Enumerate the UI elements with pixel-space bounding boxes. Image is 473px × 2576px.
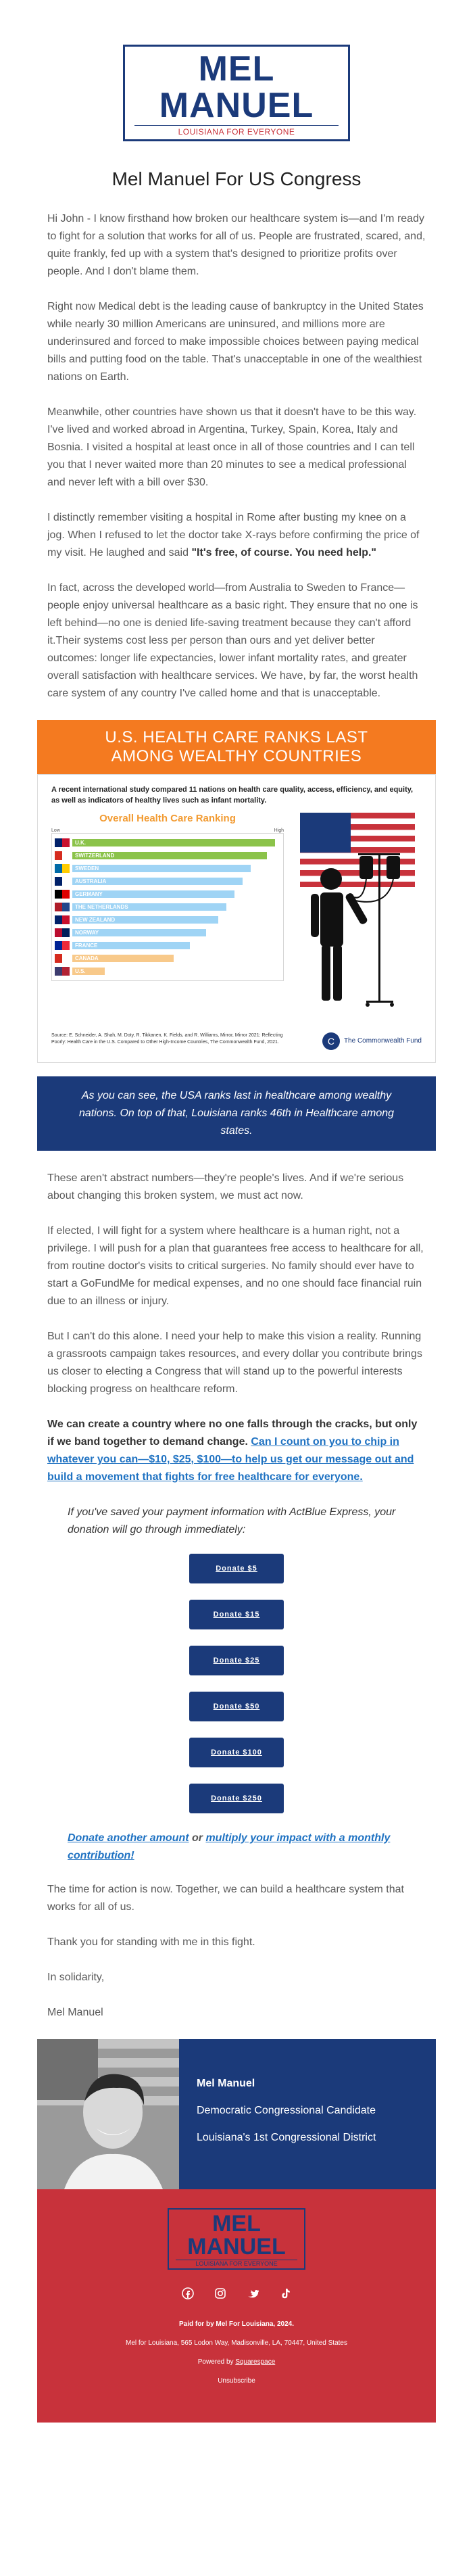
bar: SWITZERLAND [72, 852, 267, 859]
social-links [37, 2287, 436, 2299]
chart-source: Source: E. Schneider, A. Shah, M. Doty, R. Tikkanen, K. Fields, and R. Williams, Mirror, Mirror 2021: Reflecting Poorly: Health Care in the U.S. Compared to Other High-Income Countries, The Commonwealth Fund, 2021. [51, 1033, 283, 1045]
actblue-note: If you've saved your payment information with ActBlue Express, your donation will go through immediately: [68, 1506, 396, 1535]
graphic-heading [37, 720, 436, 774]
country-flag-icon [55, 864, 70, 873]
more-or: or [189, 1832, 206, 1844]
paragraph-8: But I can't do this alone. I need your help to make this vision a reality. Running a grassroots campaign takes resources, and every dollar you contribute brings us closer to electing a Congress that will stand up to the powerful interests blocking progress on healthcare reform. [47, 1331, 422, 1395]
letter-body [0, 210, 473, 702]
email [0, 45, 473, 2423]
page-title: Mel Manuel For US Congress [111, 168, 362, 189]
unsubscribe-link[interactable]: Unsubscribe [218, 2377, 255, 2385]
bar: GERMANY [72, 890, 234, 898]
flag-and-patient-illustration [293, 813, 422, 1022]
axis-high: High [274, 828, 284, 833]
chart-card [37, 774, 436, 1063]
chart-title: Overall Health Care Ranking [99, 813, 236, 824]
footer-address: Mel for Louisiana, 565 Lodon Way, Madisonville, LA, 70447, United States [126, 2339, 347, 2347]
paragraph-4-quote: "It's free, of course. You need help." [191, 547, 377, 558]
signature-block [37, 2039, 436, 2189]
facebook-icon[interactable] [182, 2287, 194, 2299]
bar: CANADA [72, 955, 174, 962]
health-ranking-graphic [37, 720, 436, 1063]
footer-logo-name: MEL MANUEL [187, 2211, 286, 2260]
instagram-icon[interactable] [214, 2287, 226, 2299]
footer-logo [168, 2208, 305, 2270]
logo-name: MEL MANUEL [159, 49, 314, 125]
donate-button[interactable]: Donate $50 [189, 1692, 284, 1721]
country-flag-icon [55, 903, 70, 911]
bar-row [52, 888, 283, 901]
chart-intro: A recent international study compared 11 nations on health care quality, access, efficiency, and equity, as well as indicators of healthy lives such as infant mortality. [51, 786, 414, 805]
candidate-info [179, 2039, 376, 2189]
tiktok-icon[interactable] [279, 2287, 291, 2299]
bar: AUSTRALIA [72, 878, 243, 885]
country-flag-icon [55, 967, 70, 976]
paragraph-4-text: I distinctly remember visiting a hospital in Rome after busting my knee on a jog. When I refused to let the doctor take X-rays before confirming the price of my visit. He laughed and said [47, 512, 420, 558]
bar: NORWAY [72, 929, 206, 936]
bar-row [52, 901, 283, 913]
twitter-icon[interactable] [247, 2287, 259, 2299]
paragraph-5: In fact, across the developed world—from Australia to Sweden to France—people enjoy universal healthcare as a basic right. They ensure that no one is left behind—no one is denied life-saving treatment because they can't afford it.Their systems cost less per person than ours and yet deliver better outcomes: longer life expectancies, lower infant mortality rates, and greater overall satisfaction with healthcare services. We have, by far, the worst health care system of any country I've called home and that is unacceptable. [47, 582, 418, 699]
paragraph-7: If elected, I will fight for a system where healthcare is a human right, not a privilege. I will push for a plan that guarantees free access to healthcare for all, from routine doctor's visits to critical surgeries. No family should ever have to start a GoFundMe for medical expenses, and no one should face financial ruin due to an illness or injury. [47, 1225, 424, 1307]
donate-button[interactable]: Donate $15 [189, 1600, 284, 1629]
candidate-role: Democratic Congressional Candidate [197, 2105, 376, 2116]
monthly-contribution-link[interactable]: multiply your impact with a monthly contribution! [68, 1832, 391, 1861]
paragraph-4 [47, 509, 426, 562]
country-flag-icon [55, 890, 70, 899]
donate-button[interactable]: Donate $25 [189, 1646, 284, 1675]
bar-row [52, 965, 283, 978]
donation-appeal [47, 1416, 426, 1486]
candidate-name: Mel Manuel [197, 2078, 255, 2089]
chart-panel [51, 813, 422, 1026]
paragraph-2: Right now Medical debt is the leading cause of bankruptcy in the United States while nearly 30 million Americans are uninsured, and millions more are underinsured and forced to make impossible choices between paying medical bills and putting food on the table. That's unacceptable in one of the wealthiest nations on Earth. [47, 301, 424, 383]
bar-row [52, 939, 283, 952]
axis-low: Low [51, 828, 60, 833]
graphic-heading-line2: AMONG WEALTHY COUNTRIES [111, 747, 362, 765]
illustration [293, 813, 422, 1026]
country-flag-icon [55, 954, 70, 963]
campaign-logo [123, 45, 350, 141]
donation-appeal-text: We can create a country where no one falls through the cracks, but only if we band together to demand change. [47, 1418, 418, 1448]
paragraph-6: These aren't abstract numbers—they're people's lives. And if we're serious about changing this broken system, we must act now. [47, 1172, 404, 1201]
powered-by [37, 2358, 436, 2367]
bar: FRANCE [72, 942, 190, 949]
bar-row [52, 913, 283, 926]
country-flag-icon [55, 928, 70, 937]
donate-button[interactable]: Donate $250 [189, 1784, 284, 1813]
letter-body-continued [0, 1170, 473, 1486]
squarespace-link[interactable]: Squarespace [235, 2358, 276, 2366]
country-flag-icon [55, 838, 70, 847]
commonwealth-fund-name: The Commonwealth Fund [343, 1037, 422, 1045]
bar: NEW ZEALAND [72, 916, 218, 924]
footer [37, 2189, 436, 2423]
donation-buttons [0, 1554, 473, 1813]
country-flag-icon [55, 915, 70, 924]
paragraph-9: The time for action is now. Together, we can build a healthcare system that works for all of us. [47, 1884, 404, 1913]
paid-for-notice: Paid for by Mel For Louisiana, 2024. [178, 2320, 295, 2328]
country-flag-icon [55, 877, 70, 886]
commonwealth-fund-icon: C [322, 1032, 340, 1050]
bar-row [52, 836, 283, 849]
bar: THE NETHERLANDS [72, 903, 226, 911]
paragraph-3: Meanwhile, other countries have shown us that it doesn't have to be this way. I've lived and worked abroad in Argentina, Turkey, Spain, Korea, Italy and Bosnia. I visited a hospital at least once in all of those countries and I can tell you that I never waited more than 20 minutes to see a medical professional and never left with a bill over $30. [47, 406, 417, 488]
chart-axis [51, 828, 284, 833]
candidate-portrait-icon [37, 2039, 179, 2189]
candidate-district: Louisiana's 1st Congressional District [197, 2132, 376, 2143]
more-donation-options [0, 1830, 473, 1865]
bar-row [52, 926, 283, 939]
bar: SWEDEN [72, 865, 251, 872]
logo-tagline: LOUISIANA FOR EVERYONE [134, 125, 339, 137]
ranking-chart [51, 813, 284, 1026]
bar-row [52, 862, 283, 875]
donate-button[interactable]: Donate $5 [189, 1554, 284, 1583]
donate-another-amount-link[interactable]: Donate another amount [68, 1832, 189, 1844]
ranking-caption: As you can see, the USA ranks last in healthcare among wealthy nations. On top of that, Louisiana ranks 46th in Healthcare among states. [37, 1076, 436, 1151]
paragraph-11: In solidarity, [47, 1972, 105, 1983]
paragraph-1: Hi John - I know firsthand how broken our healthcare system is—and I'm ready to fight for a solution that works for all of us. People are frustrated, scared, and, quite frankly, fed up with a system that's designed to prioritize profits over people. And I don't blame them. [47, 213, 426, 277]
paragraph-10: Thank you for standing with me in this fight. [47, 1936, 255, 1948]
bar-list [51, 833, 284, 981]
bar-row [52, 875, 283, 888]
chip-in-link[interactable]: Can I count on you to chip in whatever you can—$10, $25, $100—to help us get our message out and build a movement that fights for free healthcare for everyone. [47, 1436, 414, 1483]
bar: U.K. [72, 839, 275, 846]
paragraph-12: Mel Manuel [47, 2007, 103, 2018]
country-flag-icon [55, 851, 70, 860]
country-flag-icon [55, 941, 70, 950]
footer-logo-tagline: LOUISIANA FOR EVERYONE [176, 2260, 297, 2267]
graphic-heading-line1: U.S. HEALTH CARE RANKS LAST [105, 728, 368, 746]
bar-row [52, 952, 283, 965]
chart-footer [51, 1032, 422, 1050]
donate-button[interactable]: Donate $100 [189, 1738, 284, 1767]
powered-by-text: Powered by [197, 2358, 236, 2366]
candidate-photo [37, 2039, 179, 2189]
letter-closing [0, 1881, 473, 2022]
bar: U.S. [72, 968, 105, 975]
commonwealth-fund-logo [322, 1032, 422, 1050]
bar-row [52, 849, 283, 862]
